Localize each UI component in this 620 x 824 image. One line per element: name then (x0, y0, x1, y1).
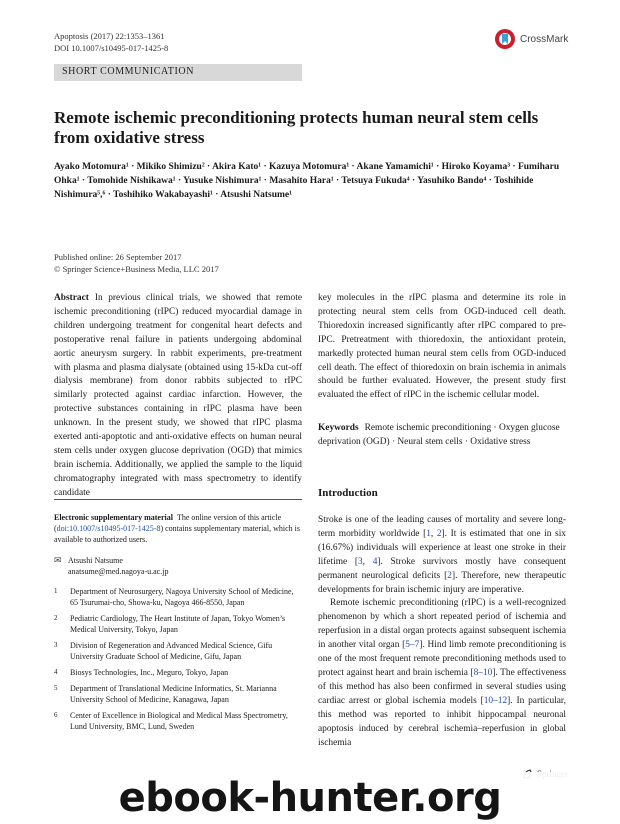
introduction-body (318, 514, 566, 750)
copyright-line: © Springer Science+Business Media, LLC 2017 (54, 264, 219, 274)
article-type-label: SHORT COMMUNICATION (62, 66, 195, 77)
author-list: Ayako Motomura¹ · Mikiko Shimizu² · Akira Kato¹ · Kazuya Motomura¹ · Akane Yamamichi¹ · Hiroko Koyama³ · Fumiharu Ohka¹ · Tomohide Nishikawa¹ · Yusuke Nishimura¹ · Masahito Hara¹ · Tetsuya Fukuda⁴ · Yasuhiko Bando⁴ · Toshihide Nishimura⁵,⁶ · Toshihiko Wakabayashi¹ · Atsushi Natsume¹ (54, 162, 560, 200)
affiliation-item: 4 Biosys Technologies, Inc., Meguro, Tokyo, Japan (54, 668, 229, 677)
published-date: Published online: 26 September 2017 (54, 252, 182, 262)
abstract-heading: Abstract (54, 293, 89, 303)
affiliation-item: 6 Center of Excellence in Biological and Medical Mass Spectrometry, Lund University, BMC, Lund, Sweden (54, 711, 288, 731)
contact-name: Atsushi Natsume (68, 556, 123, 565)
doi-line: DOI 10.1007/s10495-017-1425-8 (54, 43, 169, 53)
intro-paragraph-1: Stroke is one of the leading causes of mortality and severe long-term morbidity worldwide [1, 2]. It is estimated that one in six (16.67%) individuals will experience at least one stroke in their lifetime [3, 4]. Stroke survivors mostly have consequent permanent neurological deficits [2]. Therefore, new therapeutic developments for brain ischemic injury are imperative. (318, 515, 567, 595)
corresponding-author (54, 555, 302, 577)
journal-citation (54, 30, 168, 54)
keywords (318, 422, 566, 450)
citation-link[interactable]: 1 (426, 528, 431, 539)
keywords-text: Remote ischemic preconditioning · Oxygen glucose deprivation (OGD) · Neural stem cells · Oxidative stress (318, 423, 560, 447)
article-title: Remote ischemic preconditioning protects human neural stem cells from oxidative stress (54, 108, 539, 147)
affiliation-item: 2 Pediatric Cardiology, The Heart Institute of Japan, Tokyo Women’s Medical University, Tokyo, Japan (54, 614, 286, 634)
contact-email[interactable]: anatsume@med.nagoya-u.ac.jp (68, 567, 169, 576)
crossmark-label: CrossMark (520, 33, 569, 45)
keywords-heading: Keywords (318, 423, 359, 433)
affiliation-item: 3 Division of Regeneration and Advanced Medical Science, Gifu University Graduate School of Medicine, Gifu, Japan (54, 641, 273, 661)
citation-link[interactable]: 2 (436, 528, 442, 539)
intro-paragraph-2: Remote ischemic preconditioning (rIPC) is a well-recognized phenomenon by which a short repeated period of ischemia and reperfusion in a distal organ protects against subsequent ischemia in another vital organ [5–7]. Hind limb remote preconditioning is one of the most frequent remote preconditioning methods used to protect against heart and brain ischemia [8–10]. The effectiveness of this method has also been confirmed in several studies using cardiac arrest or global ischemia models [10–12]. In particular, this method was reported to inhibit hippocampal neuronal apoptosis induced by cerebral ischemia–reperfusion in global ischemia (318, 598, 567, 748)
citation-link[interactable]: 2 (447, 570, 452, 581)
crossmark-icon (494, 28, 516, 50)
citation-link[interactable]: 5–7 (405, 640, 420, 651)
citation-link[interactable]: 8–10 (473, 667, 493, 678)
article-type-banner (54, 64, 302, 81)
citation-link[interactable]: 3 (357, 556, 363, 567)
supplementary-note: Electronic supplementary material The online version of this article (doi:10.1007/s10495-017-1425-8) contains supplementary material, which is available to authorized users. (54, 513, 300, 545)
citation-link[interactable]: 4 (372, 556, 378, 567)
introduction-heading: Introduction (318, 487, 378, 499)
publication-info (54, 251, 219, 275)
footnote-divider (54, 499, 302, 500)
affiliation-item: 5 Department of Translational Medicine Informatics, St. Marianna University School of Medicine, Kanagawa, Japan (54, 684, 277, 704)
affiliations (54, 586, 302, 737)
journal-line: Apoptosis (2017) 22:1353–1361 (54, 31, 165, 41)
affiliation-item: 1 Department of Neurosurgery, Nagoya University School of Medicine, 65 Tsurumai-cho, Showa-ku, Nagoya 466-8550, Japan (54, 587, 294, 607)
abstract-left (54, 292, 302, 501)
watermark-banner: ebook-hunter.org (0, 772, 620, 824)
supplementary-heading: Electronic supplementary material (54, 513, 173, 522)
crossmark-badge[interactable] (494, 28, 568, 50)
envelope-icon: ✉ (54, 555, 62, 565)
abstract-right: key molecules in the rIPC plasma and determine its role in protecting neural stem cells from OGD-induced cell death. Thioredoxin increased significantly after rIPC compared to pre-IPC. Pretreatment with thioredoxin, the antioxidant protein, markedly protected human neural stem cells from OGD-induced cell death. The effect of thioredoxin on brain ischemia in animals should be further evaluated. However, the present study first evaluated the effect of rIPC in the ischemic cellular model. (318, 293, 566, 401)
citation-link[interactable]: 10–12 (483, 695, 508, 706)
supplementary-doi-link[interactable]: doi:10.1007/s10495-017-1425-8 (56, 524, 161, 534)
abstract-text-left: In previous clinical trials, we showed that remote ischemic preconditioning (rIPC) reduced myocardial damage in children undergoing treatment for congenital heart defects and postoperative renal failure in patients undergoing abdominal aortic aneurysm surgery. In rabbit experiments, pre-treatment with plasma and plasma dialysate (obtained using 15-kDa cut-off dialysis membrane) from donor rabbits subjected to rIPC similarly protected against cardiac infarction. However, the protective substances containing in rIPC plasma have been unknown. In the present study, we showed that rIPC plasma exerted anti-apoptotic and anti-oxidative effects on human neural stem cells under oxygen glucose deprivation (OGD) that mimics brain ischemia. Additionally, we applied the sample to the liquid chromatography integrated with mass spectrometry to identify candidate (54, 293, 302, 498)
